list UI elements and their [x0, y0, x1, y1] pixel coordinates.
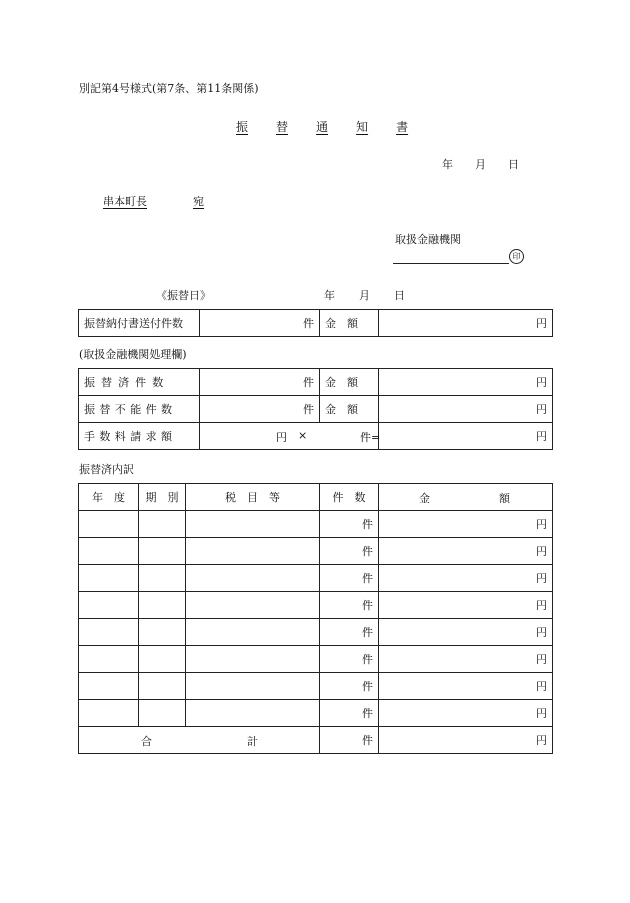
year-cell[interactable] — [79, 619, 139, 646]
year-cell[interactable] — [79, 511, 139, 538]
table-row — [79, 619, 553, 646]
year-cell[interactable] — [79, 538, 139, 565]
count-cell[interactable]: 件 — [320, 619, 379, 646]
transferred-amount-cell[interactable]: 円 — [379, 369, 553, 396]
header-year: 年 度 — [79, 484, 139, 511]
header-amount: 金 額 — [379, 484, 553, 511]
period-cell[interactable] — [139, 700, 186, 727]
period-cell[interactable] — [139, 565, 186, 592]
total-label-cell: 合 計 — [79, 727, 320, 754]
amount-cell[interactable]: 円 — [379, 592, 553, 619]
count-cell[interactable]: 件 — [320, 646, 379, 673]
processing-table — [78, 368, 553, 450]
table-row — [79, 369, 553, 396]
institution-signature-line — [393, 263, 509, 264]
failed-count-cell[interactable]: 件 — [200, 396, 320, 423]
total-amount-cell[interactable]: 円 — [379, 727, 553, 754]
header-period: 期 別 — [139, 484, 186, 511]
table-row — [79, 310, 553, 337]
period-cell[interactable] — [139, 646, 186, 673]
tax-item-cell[interactable] — [186, 592, 320, 619]
year-cell[interactable] — [79, 700, 139, 727]
year-cell[interactable] — [79, 565, 139, 592]
table-header-row — [79, 484, 553, 511]
tax-item-cell[interactable] — [186, 511, 320, 538]
tax-item-cell[interactable] — [186, 646, 320, 673]
amount-cell[interactable]: 円 — [379, 673, 553, 700]
transferred-count-label: 振替済件数 — [79, 369, 200, 396]
issue-date: 年 月 日 — [442, 158, 519, 171]
table-row — [79, 646, 553, 673]
summary-row-label: 振替納付書送付件数 — [79, 310, 200, 337]
summary-table — [78, 309, 553, 337]
total-count-cell[interactable]: 件 — [320, 727, 379, 754]
failed-amount-cell[interactable]: 円 — [379, 396, 553, 423]
summary-amount-label: 金 額 — [320, 310, 379, 337]
amount-cell[interactable]: 円 — [379, 565, 553, 592]
count-cell[interactable]: 件 — [320, 538, 379, 565]
form-reference: 別記第4号様式(第7条、第11条関係) — [79, 82, 259, 95]
summary-count-cell[interactable]: 件 — [200, 310, 320, 337]
amount-cell[interactable]: 円 — [379, 619, 553, 646]
amount-cell[interactable]: 円 — [379, 538, 553, 565]
transferred-count-cell[interactable]: 件 — [200, 369, 320, 396]
breakdown-table — [78, 483, 553, 754]
period-cell[interactable] — [139, 511, 186, 538]
summary-amount-cell[interactable]: 円 — [379, 310, 553, 337]
document-title: 振 替 通 知 書 — [236, 120, 409, 134]
processing-heading: (取扱金融機関処理欄) — [79, 348, 187, 361]
year-cell[interactable] — [79, 646, 139, 673]
tax-item-cell[interactable] — [186, 538, 320, 565]
institution-label: 取扱金融機関 — [395, 233, 461, 246]
amount-cell[interactable]: 円 — [379, 511, 553, 538]
header-count: 件 数 — [320, 484, 379, 511]
table-row — [79, 673, 553, 700]
period-cell[interactable] — [139, 592, 186, 619]
transfer-date-label: 《振替日》 — [156, 289, 211, 302]
fee-calculation-cell[interactable]: 円 × 件= — [200, 423, 379, 450]
failed-count-label: 振替不能件数 — [79, 396, 200, 423]
transfer-date-fields: 年 月 日 — [324, 289, 405, 302]
table-row — [79, 396, 553, 423]
tax-item-cell[interactable] — [186, 565, 320, 592]
table-row — [79, 538, 553, 565]
table-row — [79, 423, 553, 450]
count-cell[interactable]: 件 — [320, 565, 379, 592]
table-row — [79, 565, 553, 592]
table-row — [79, 700, 553, 727]
period-cell[interactable] — [139, 673, 186, 700]
tax-item-cell[interactable] — [186, 700, 320, 727]
count-cell[interactable]: 件 — [320, 673, 379, 700]
addressee: 串本町長 宛 — [103, 195, 204, 208]
table-row — [79, 511, 553, 538]
fee-total-cell[interactable]: 円 — [379, 423, 553, 450]
total-row — [79, 727, 553, 754]
table-row — [79, 592, 553, 619]
seal-mark: 印 — [509, 249, 524, 264]
amount-cell[interactable]: 円 — [379, 700, 553, 727]
year-cell[interactable] — [79, 592, 139, 619]
header-tax-item: 税 目 等 — [186, 484, 320, 511]
year-cell[interactable] — [79, 673, 139, 700]
amount-cell[interactable]: 円 — [379, 646, 553, 673]
count-cell[interactable]: 件 — [320, 700, 379, 727]
breakdown-heading: 振替済内訳 — [79, 463, 134, 476]
fee-label: 手数料請求額 — [79, 423, 200, 450]
count-cell[interactable]: 件 — [320, 592, 379, 619]
transferred-amount-label: 金 額 — [320, 369, 379, 396]
tax-item-cell[interactable] — [186, 619, 320, 646]
failed-amount-label: 金 額 — [320, 396, 379, 423]
tax-item-cell[interactable] — [186, 673, 320, 700]
count-cell[interactable]: 件 — [320, 511, 379, 538]
period-cell[interactable] — [139, 538, 186, 565]
period-cell[interactable] — [139, 619, 186, 646]
